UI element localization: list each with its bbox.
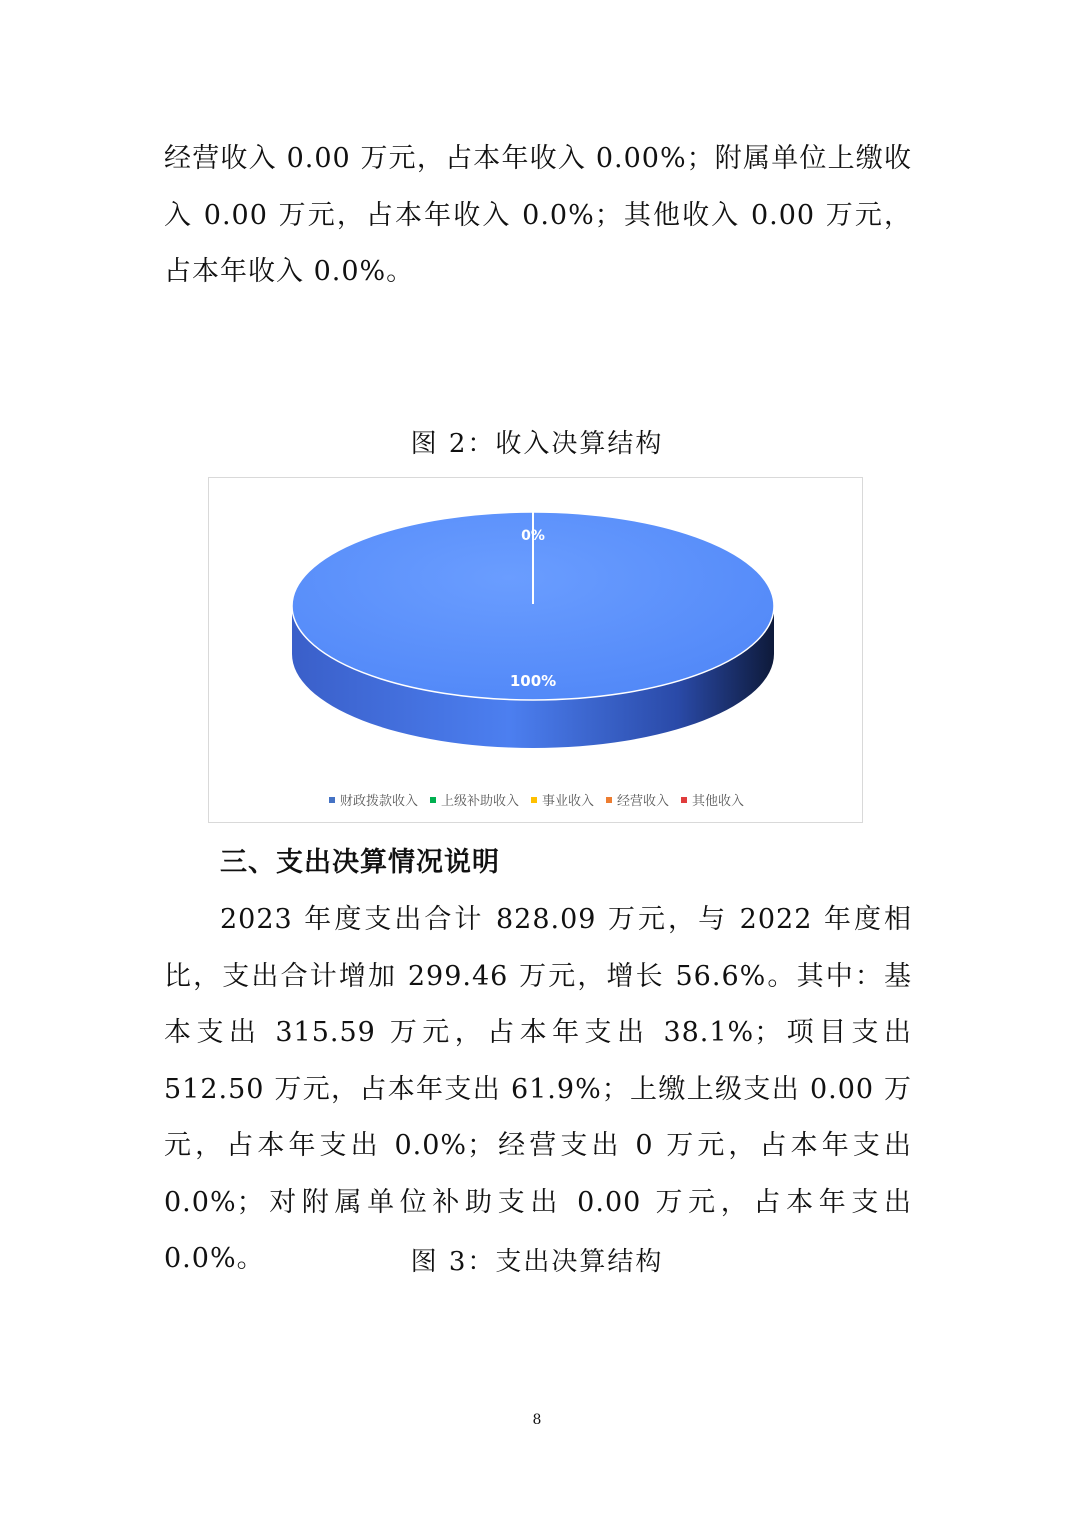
figure-caption-expenditure: 图 3：支出决算结构 <box>410 1247 664 1277</box>
income-structure-pie-chart <box>208 477 863 823</box>
legend-item <box>329 790 418 809</box>
legend-label: 事业收入 <box>541 794 594 809</box>
legend-swatch <box>681 797 687 803</box>
data-label-hundred: 100% <box>509 672 557 690</box>
legend-item <box>606 790 669 809</box>
chart-legend <box>209 790 864 809</box>
legend-item <box>531 790 594 809</box>
section-heading-expenditure: 三、支出决算情况说明 <box>220 847 500 878</box>
legend-label: 上级补助收入 <box>440 794 519 809</box>
legend-swatch <box>329 797 335 803</box>
legend-swatch <box>606 797 612 803</box>
legend-item <box>430 790 519 809</box>
legend-swatch <box>531 797 537 803</box>
legend-label: 其他收入 <box>692 794 745 809</box>
pie-svg <box>209 478 864 824</box>
legend-label: 财政拨款收入 <box>339 794 418 809</box>
legend-label: 经营收入 <box>617 794 670 809</box>
legend-item <box>681 790 744 809</box>
legend-swatch <box>430 797 436 803</box>
page-number: 8 <box>532 1412 542 1428</box>
paragraph-income-remaining: 经营收入 0.00 万元，占本年收入 0.00%；附属单位上缴收入 0.00 万元，占本年收入 0.0%；其他收入 0.00 万元，占本年收入 0.0%。 <box>164 143 912 287</box>
data-label-zero: 0% <box>521 528 545 544</box>
paragraph-expenditure-text: 2023 年度支出合计 828.09 万元，与 2022 年度相比，支出合计增加 299.46 万元，增长 56.6%。其中：基本支出 315.59 万元，占本年支出 38.1%；项目支出 512.50 万元，占本年支出 61.9%；上缴上级支出 0.00 万元，占本年支出 0.0%；经营支出 0 万元，占本年支出 0.0%；对附属单位补助支出 0.00 万元，占本年支出 0.0%。 <box>164 904 912 1274</box>
figure-caption-income: 图 2：收入决算结构 <box>410 429 664 459</box>
paragraph-expenditure <box>164 892 912 1288</box>
